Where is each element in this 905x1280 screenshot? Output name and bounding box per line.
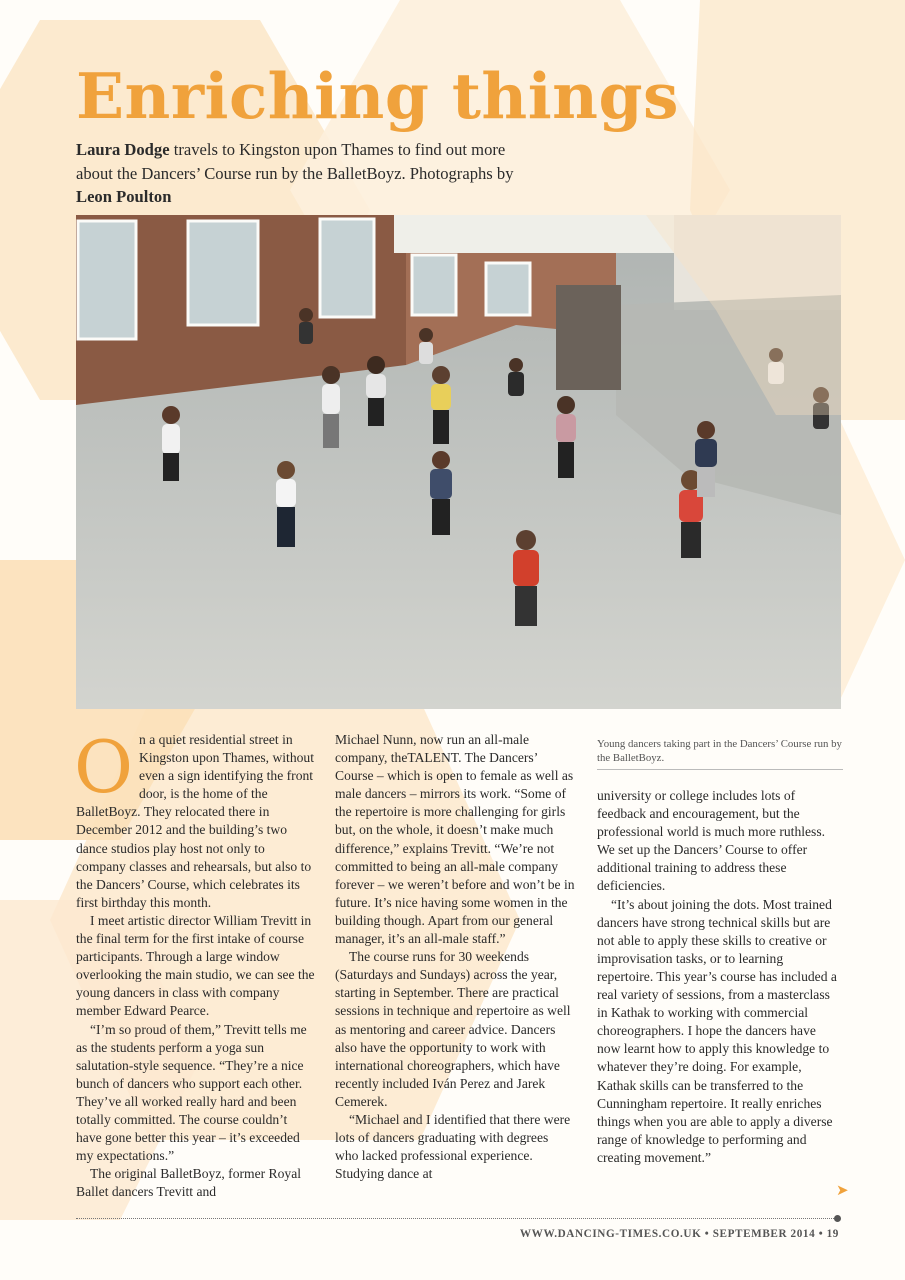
paragraph: “It’s about joining the dots. Most trained dancers have strong technical skills but are not able to apply these skills to creative or improvisation tasks, or to learning repertoire. This year’s course has included a real variety of sessions, from a masterclass in Kathak to working with commercial choreographers. I hope the dancers have now learnt how to apply this knowledge to whatever they’re doing. For example, Kathak skills can be transferred to the Cunningham repertoire. It really enriches things when you are able to apply a diverse range of knowledge to performing and creating movement.” xyxy=(597,896,837,1165)
paragraph: “I’m so proud of them,” Trevitt tells me as the students perform a yoga sun salutation-style sequence. “They’re a nice bunch of dancers who support each other. They’ve all worked really hard and been totally committed. The course couldn’t have gone better this year – it’s exceeded my expectations.” xyxy=(76,1021,307,1164)
arrowhead-right-icon: ➤ xyxy=(836,1181,849,1199)
paragraph: n a quiet residential street in Kingston upon Thames, without even a sign identifying the front door, is the home of the BalletBoyz. They relocated there in December 2012 and the building’s two dance studios play host not only to company classes and rehearsals, but also to the Dancers’ Course, which celebrates its first birthday this month. xyxy=(76,732,314,910)
body-column-2 xyxy=(335,731,575,1183)
photo-caption: Young dancers taking part in the Dancers’ Course run by the BalletBoyz. xyxy=(597,737,843,770)
paragraph: The original BalletBoyz, former Royal Ballet dancers Trevitt and xyxy=(76,1166,302,1200)
paragraph: “Michael and I identified that there were lots of dancers graduating with degrees who lacked professional experience. Studying dance at xyxy=(335,1111,571,1182)
photographer-name: Leon Poulton xyxy=(76,187,172,206)
paragraph: The course runs for 30 weekends (Saturdays and Sundays) across the year, starting in September. There are practical sessions in technique and repertoire as well as mentoring and career advice. Dancers also have the opportunity to work with international choreographers, which have recently included Iván Perez and Jarek Cemerek. xyxy=(335,949,571,1109)
page-footer: WWW.DANCING-TIMES.CO.UK • SEPTEMBER 2014 • 19 xyxy=(519,1228,839,1240)
studio-photo xyxy=(76,215,841,709)
standfirst-text: travels to Kingston upon Thames to find out more about the Dancers’ Course run by the BalletBoyz. Photographs by xyxy=(76,140,514,183)
standfirst xyxy=(76,138,546,209)
body-column-3 xyxy=(597,787,837,1167)
paragraph: I meet artistic director William Trevitt in the final term for the first intake of course participants. Through a large window overlooking the main studio, we can see the young dancers in class with company member Edward Pearce. xyxy=(76,912,315,1019)
paragraph: university or college includes lots of feedback and encouragement, but the professional world is much more ruthless. We set up the Dancers’ Course to offer additional training to address these deficiencies. xyxy=(597,788,826,894)
author-name: Laura Dodge xyxy=(76,140,170,159)
article-title: Enriching things xyxy=(76,59,679,133)
paragraph: Michael Nunn, now run an all-male company, theTALENT. The Dancers’ Course – which is open to female as well as male dancers – mirrors its work. “Some of the repertoire is more challenging for girls but, on the whole, it doesn’t make much difference,” explains Trevitt. “We’re not committed to being an all-male company forever – we weren’t before and won’t be in future. It’s nice having some women in the building though. Apart from our general manager, it’s an all-male staff.” xyxy=(335,732,575,947)
drop-cap: O xyxy=(74,725,134,809)
footer-rule xyxy=(76,1218,836,1219)
footer-dot xyxy=(834,1215,841,1222)
body-column-1 xyxy=(74,725,316,1201)
